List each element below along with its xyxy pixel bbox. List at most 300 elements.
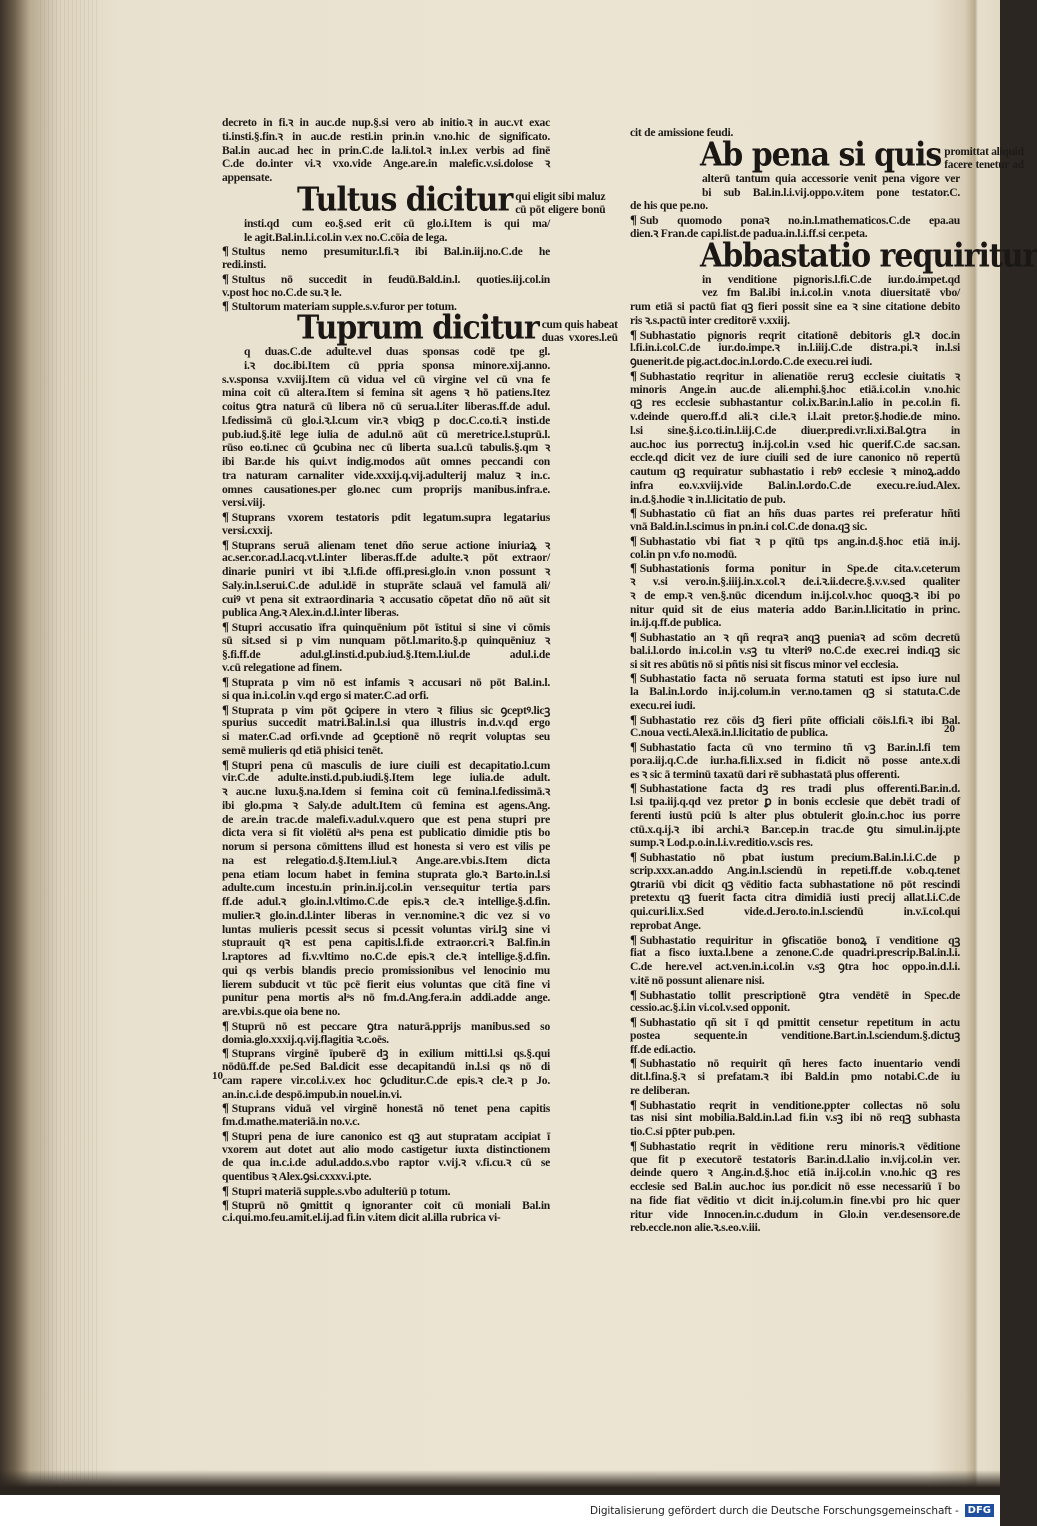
paragraph-mark-icon: ¶ bbox=[222, 619, 229, 634]
line-text: dit.l.fina.§.ꝛ si prefatam.ꝛ ibi Bald.in pmo notabi.C.de iu bbox=[630, 1070, 960, 1083]
text-line bbox=[222, 258, 550, 272]
text-line bbox=[630, 1180, 960, 1194]
line-text: Stuprata p vim pōt ꝯcipere in vtero ꝛ filius sic ꝯceptꝰ.licꝫ bbox=[231, 703, 550, 717]
text-line bbox=[630, 644, 960, 658]
paragraph-mark-icon: ¶ bbox=[630, 1096, 637, 1112]
line-text: ꝛ auc.ne luxu.§.na.Idem si femina coit cū femina.l.fedissimā.ꝛ bbox=[222, 785, 550, 798]
entry-title: Tultus dicitur bbox=[297, 180, 513, 219]
line-text: minoris Ange.in auc.de ali.emphi.§.hoc etiā.i.col.in v.no.hic bbox=[630, 382, 960, 396]
paragraph-mark-icon: ¶ bbox=[222, 756, 229, 772]
line-text: Subhastatio tollit prescriptionē ꝯtra vendētē in Spec.de bbox=[639, 988, 960, 1002]
text-line bbox=[222, 730, 550, 744]
text-line bbox=[630, 1029, 960, 1043]
text-line bbox=[630, 809, 960, 823]
paragraph bbox=[222, 244, 550, 272]
paragraph-mark-icon: ¶ bbox=[630, 326, 637, 342]
text-line bbox=[222, 551, 550, 565]
paragraph bbox=[630, 328, 960, 369]
line-text: decreto in fi.ꝛ in auc.de nup.§.si vero ab initio.ꝛ in auc.vt exac bbox=[222, 116, 550, 129]
line-text: eccle.qd dicit vez de iure ciuili sed de iure canonico nō repertū bbox=[630, 451, 960, 465]
line-text: vnā Bald.in.l.scimus in pn.in.i col.C.de dona.qꝫ sic. bbox=[630, 520, 868, 533]
text-line bbox=[630, 1015, 960, 1029]
text-line bbox=[222, 244, 550, 258]
text-line bbox=[222, 1156, 550, 1170]
paragraph bbox=[222, 1184, 550, 1198]
text-line bbox=[222, 1170, 550, 1184]
text-line bbox=[630, 1056, 960, 1070]
text-line bbox=[630, 781, 960, 795]
paragraph-mark-icon: ¶ bbox=[222, 270, 229, 286]
entry-heading-block bbox=[630, 236, 1037, 328]
line-text: spurius succedit matri.Bal.in.l.si qua illustris in.d.v.qd ergo bbox=[222, 716, 550, 730]
line-text: ff.de adul.ꝛ glo.in.l.vltimo.C.de epis.ꝛ cle.ꝛ intellige.§.d.fin. bbox=[222, 895, 550, 908]
entry-heading-block bbox=[630, 135, 1024, 213]
line-text: sump.ꝛ Lod.p.o.in.l.i.v.reditio.v.scis res. bbox=[630, 836, 813, 850]
text-line bbox=[630, 1043, 960, 1057]
line-text: Subhastatio reqrit in vēditione reru minoris.ꝛ vēditione bbox=[639, 1139, 960, 1153]
text-line bbox=[630, 1111, 960, 1125]
line-text: Sub quomodo ponaꝛ no.in.l.mathematicos.C.de epa.au bbox=[639, 214, 960, 227]
line-text: norum si persona cōmittens illud est honesta si vero est vilis pe bbox=[222, 840, 550, 853]
line-text: domia.glo.xxxij.q.vij.flagitia ꝛ.c.oēs. bbox=[222, 1032, 389, 1046]
entry-heading-block bbox=[222, 180, 606, 245]
text-line bbox=[222, 689, 550, 703]
line-text: reb.eccle.non alie.ꝛ.s.eo.v.iii. bbox=[630, 1221, 761, 1235]
line-text: adulte.cum incestu.in prin.in.ij.col.in ver.sequitur tertia pars bbox=[222, 881, 550, 895]
text-line bbox=[222, 1115, 550, 1129]
paragraph-mark-icon: ¶ bbox=[222, 509, 229, 524]
side-line: promittat aliquid bbox=[944, 145, 1024, 158]
line-text: vxorem aut dotet aut alio modo castigetur iuxta distinctionem bbox=[222, 1142, 550, 1156]
line-text: cuiꝰ vt pena sit extraordinaria ꝛ accusatio cōpetat dño nō aūt sit bbox=[222, 592, 550, 606]
heading-side-text bbox=[515, 191, 605, 217]
text-line bbox=[222, 813, 550, 827]
line-text: Subhastationis forma ponitur in Spe.de cita.v.ceterum bbox=[639, 562, 960, 576]
paragraph bbox=[222, 620, 550, 675]
heading-row bbox=[630, 135, 1024, 174]
line-text: bal.i.l.ordo in.i.col.in v.sꝫ tu vlteriꝰ no.C.de exec.rei indi.qꝫ sic bbox=[630, 643, 960, 657]
text-line bbox=[630, 685, 960, 699]
text-line bbox=[222, 1019, 550, 1033]
line-text: Subhastatio qñ sit ī qd pmittit censetur repetitum in actu bbox=[639, 1016, 960, 1029]
line-text: deinde quero ꝛ Ang.in.d.§.hoc etiā in.ij.col.in v.no.hic qꝫ res bbox=[630, 1166, 960, 1180]
text-line bbox=[222, 286, 550, 300]
line-text: Subhastatio vbi fiat ꝛ p qītū tps ang.in.d.§.hoc etiā in.ij. bbox=[639, 534, 960, 548]
text-line bbox=[222, 826, 550, 840]
side-line: cū pōt eligere bonū bbox=[515, 203, 606, 216]
right-text-column bbox=[630, 126, 1037, 1235]
text-line bbox=[222, 950, 550, 964]
text-line: vez fm Bal.ibi in.i.col.in v.nota diuersitatē vbo/ bbox=[702, 286, 960, 300]
line-text: versi.cxxij. bbox=[222, 523, 273, 537]
paragraph bbox=[630, 988, 960, 1016]
text-line bbox=[630, 1084, 960, 1098]
text-line bbox=[222, 895, 550, 909]
text-line bbox=[222, 1143, 550, 1157]
text-line bbox=[222, 116, 550, 130]
text-line bbox=[630, 713, 960, 727]
line-text: C.de here.vel act.ven.in.i.col.in v.sꝫ ꝯtra hoc oppo.in.d.l.i. bbox=[630, 960, 960, 973]
line-text: ritur vide Innocen.in.c.dudum in Glo.in ver.desensore.de bbox=[630, 1207, 960, 1221]
text-line bbox=[222, 799, 550, 813]
text-line bbox=[222, 1088, 550, 1102]
line-text: ecclesie sed Bal.in auc.hoc ius por.dicit nō esse necessariū ī bo bbox=[630, 1180, 960, 1193]
text-line bbox=[222, 593, 550, 607]
line-text: an.in.c.i.de despō.impub.in nouel.in.vi. bbox=[222, 1087, 402, 1101]
entry-title: Ab pena si quis bbox=[700, 135, 942, 174]
text-line bbox=[630, 424, 960, 438]
text-line bbox=[630, 383, 960, 397]
line-text: fm.d.mathe.materiā.in no.v.c. bbox=[222, 1115, 360, 1128]
paragraph bbox=[222, 758, 550, 1019]
paragraph bbox=[630, 740, 960, 781]
line-text: ꝛ v.si vero.in.§.iiij.in.x.col.ꝛ de.i.ꝛ.ii.decre.§.v.v.sed qualiter bbox=[630, 575, 960, 588]
line-text: publica Ang.ꝛ Alex.in.d.l.inter liberas. bbox=[222, 606, 399, 620]
text-line: i.ꝛ doc.ibi.Item cū ppria sponsa minore.xij.anno. bbox=[244, 358, 550, 372]
text-line bbox=[222, 606, 550, 620]
line-text: ꝯuenerit.de pig.act.doc.in.l.ordo.C.de execu.rei iudi. bbox=[630, 355, 873, 368]
heading-side-text bbox=[542, 319, 618, 345]
text-line bbox=[222, 1005, 550, 1019]
line-text: Stupri materiā supple.s.vbo adulteriū p totum. bbox=[231, 1184, 451, 1198]
line-text: appensate. bbox=[222, 171, 273, 184]
side-line: cum quis habeat bbox=[541, 319, 618, 331]
line-text: Stultorum materiam supple.s.v.furor per totum. bbox=[231, 300, 457, 314]
line-text: Subhastatione facta dꝫ res tradi plus offerenti.Bar.in.d. bbox=[639, 782, 960, 796]
line-text: que fit p executorē testatoris Bar.in.d.l.alio in.vij.col.in ver. bbox=[630, 1152, 960, 1166]
line-text: scrip.xxx.an.addo Ang.in.l.sciendū in repeti.ff.de v.ob.q.tenet bbox=[630, 863, 960, 877]
text-line bbox=[630, 451, 960, 465]
line-text: qꝫ res ecclesie subhastantur col.ix.Bar.in.l.alio in pe.col.in fi. bbox=[630, 396, 960, 410]
text-line bbox=[222, 703, 550, 717]
text-line: rum etiā si pactū fiat qꝫ fieri possit sine ea ꝛ sine citatione debito bbox=[630, 300, 960, 313]
text-line bbox=[630, 396, 960, 410]
paragraph bbox=[630, 561, 960, 630]
paragraph bbox=[222, 1129, 550, 1184]
line-text: Stupri pena cū masculis de iure ciuili est decapitatio.l.cum bbox=[231, 758, 550, 772]
paragraph bbox=[630, 506, 960, 534]
line-text: ꝛ de emp.ꝛ ven.§.nūc dicendum in.ij.col.v.hoc quoqꝫ.ꝛ ibi po bbox=[630, 588, 960, 602]
text-line bbox=[222, 620, 550, 634]
entry-heading-block bbox=[222, 308, 618, 510]
paragraph-mark-icon: ¶ bbox=[222, 701, 229, 717]
text-line bbox=[630, 864, 960, 878]
text-line: rūso eo.ti.nec cū ꝯcubina nec cū liberta sua.l.cū tabulis.§.qm ꝛ bbox=[222, 441, 550, 455]
paragraph bbox=[630, 1056, 960, 1097]
text-line bbox=[630, 1139, 960, 1153]
text-line bbox=[630, 213, 960, 227]
footer-bar bbox=[0, 1495, 1000, 1526]
text-line bbox=[630, 603, 960, 617]
line-text: tas nisi sint mobilia.Bald.in.l.ad fi.in v.sꝫ ibi nō reqꝫ subhasta bbox=[630, 1111, 960, 1125]
text-line: pub.iud.§.itē lege iulia de adul.nō aūt cū meretrice.l.stuprū.l. bbox=[222, 427, 550, 441]
line-text: ff.de edi.actio. bbox=[630, 1042, 696, 1056]
line-text: qui.curi.li.x.Sed vide.d.Jero.to.in.l.sciendū in.v.ī.col.qui bbox=[630, 905, 960, 918]
text-line bbox=[222, 157, 550, 171]
line-text: v.itē nō possunt alienare nisi. bbox=[630, 973, 765, 987]
text-line bbox=[222, 964, 550, 978]
text-line bbox=[630, 1098, 960, 1112]
heading-row bbox=[222, 180, 606, 219]
line-text: luntas mulieris pcessit secus si pcessit voluntas viri.lꝫ sine vi bbox=[222, 922, 550, 936]
line-text: qui qs verbis blandis precio promissionibus vel lenocinio mu bbox=[222, 963, 550, 977]
paragraph-mark-icon: ¶ bbox=[222, 1127, 229, 1143]
text-line bbox=[222, 923, 550, 937]
text-line bbox=[630, 988, 960, 1002]
paragraph-mark-icon: ¶ bbox=[222, 536, 229, 552]
paragraph-mark-icon: ¶ bbox=[630, 739, 637, 754]
text-line bbox=[222, 524, 550, 538]
text-line bbox=[222, 785, 550, 799]
text-line bbox=[630, 575, 960, 589]
line-text: execu.rei iudi. bbox=[630, 698, 696, 712]
margin-number-right: 20 bbox=[944, 723, 955, 735]
text-line bbox=[630, 1166, 960, 1180]
line-text: dicta vera si fit violētū alᵃs pena est publicatio dimidie ptis bo bbox=[222, 826, 550, 840]
text-line: ris ꝛ.s.pactū inter creditorē v.xxiij. bbox=[630, 313, 790, 327]
line-text: Stuprans seruā alienam tenet dño serue actione iniuriaꝝ ꝛ bbox=[231, 538, 550, 552]
paragraph-mark-icon: ¶ bbox=[222, 674, 229, 689]
paragraph bbox=[630, 1139, 960, 1235]
line-text: dien.ꝛ Fran.de capi.list.de padua.in.l.i.ff.si cer.peta. bbox=[630, 226, 868, 240]
text-line bbox=[630, 534, 960, 548]
line-text: Subhastatio pignoris reqrit citationē debitoris gl.ꝛ doc.in bbox=[639, 328, 960, 342]
text-line bbox=[222, 648, 550, 662]
side-line: qui eligit sibi maluz bbox=[515, 190, 606, 203]
text-line bbox=[222, 1198, 550, 1212]
text-line bbox=[630, 905, 960, 919]
text-line bbox=[630, 438, 960, 452]
text-line bbox=[630, 658, 960, 672]
line-text: C.noua vecti.Alexā.in.l.licitatio de publica. bbox=[630, 726, 828, 740]
text-line bbox=[222, 1101, 550, 1115]
line-text: nōdū.ff.de pe.Sed Bal.dicit esse decapitandū in.l.si qs nō di bbox=[222, 1060, 550, 1073]
heading-side-text bbox=[944, 146, 1023, 172]
text-line bbox=[222, 881, 550, 895]
paragraph-mark-icon: ¶ bbox=[630, 1055, 637, 1071]
text-line: l.fedissimā cū glo.i.ꝛ.l.cum vir.ꝛ vbiqꝫ p doc.C.co.ti.ꝛ insti.de bbox=[222, 413, 550, 427]
text-line: de his que pe.no. bbox=[630, 199, 708, 213]
text-line bbox=[222, 716, 550, 730]
text-line bbox=[222, 272, 550, 286]
line-text: l.raptores ad fi.v.vltimo no.C.de epis.ꝛ cle.ꝛ intellige.§.d.fin. bbox=[222, 950, 550, 963]
line-text: stuprauit qꝛ est pena capitis.l.fi.de extraor.cri.ꝛ Bal.fin.in bbox=[222, 936, 550, 950]
paragraph bbox=[222, 703, 550, 758]
line-text: are.vbi.s.que oia bene no. bbox=[222, 1005, 340, 1018]
text-line bbox=[222, 634, 550, 648]
line-text: ibi glo.pma ꝛ Saly.de adult.Item cū femina est agens.Ang. bbox=[222, 798, 550, 812]
text-line bbox=[630, 850, 960, 864]
text-line: bi sub Bal.in.l.i.vij.oppo.v.item pone testator.C. bbox=[702, 185, 960, 199]
text-line bbox=[222, 579, 550, 593]
paragraph bbox=[222, 116, 550, 185]
line-text: redi.insti. bbox=[222, 258, 267, 271]
line-text: Subhastatio requiritur in ꝯfiscatiōe bonoꝝ ī venditione qꝫ bbox=[639, 933, 960, 947]
line-text: cessio.ac.§.i.in vi.col.v.sed opponit. bbox=[630, 1001, 790, 1015]
text-line bbox=[630, 1001, 960, 1015]
text-line bbox=[630, 726, 960, 740]
text-line bbox=[222, 538, 550, 552]
line-text: ctū.x.q.ij.ꝛ ibi archi.ꝛ Bar.cep.in trac.de ꝯtu simul.in.ij.pte bbox=[630, 822, 960, 836]
side-line: facere tenetur ad bbox=[944, 158, 1024, 171]
line-text: Stuprū nō ꝯmittit q ignoranter coit cū moniali Bal.in bbox=[231, 1198, 550, 1212]
text-line bbox=[630, 740, 960, 754]
paragraph-mark-icon: ¶ bbox=[630, 212, 637, 227]
paragraph-mark-icon: ¶ bbox=[222, 1196, 229, 1212]
text-line bbox=[630, 946, 960, 960]
text-line bbox=[630, 1125, 960, 1139]
line-text: dinarie puniri vt ibi ꝛ.l.fi.de offi.presi.glo.in v.non possunt ꝛ bbox=[222, 565, 550, 578]
line-text: cam rapere vir.col.i.v.ex hoc ꝯcluditur.C.de epis.ꝛ cle.ꝛ p Jo. bbox=[222, 1073, 550, 1087]
paragraph bbox=[630, 534, 960, 562]
margin-number-left: 10 bbox=[212, 1070, 223, 1082]
line-text: la Bal.in.l.ordo in.ij.colum.in ver.no.tamen qꝫ si statuta.C.de bbox=[630, 685, 960, 698]
line-text: Stuprū nō est peccare ꝯtra naturā.pprijs manibus.sed so bbox=[231, 1019, 550, 1033]
paragraph bbox=[222, 675, 550, 703]
line-text: Subhastatio rez cōis dꝫ fieri pñte officiali cōis.l.fi.ꝛ ibi Bal. bbox=[639, 713, 960, 727]
paragraph bbox=[222, 1101, 550, 1129]
paragraph-mark-icon: ¶ bbox=[630, 532, 637, 548]
text-line: mina coit cū altera.Item si femina sit agens ꝛ hō patiens.Itez bbox=[222, 386, 550, 400]
text-line: ibi Bar.de his qui.vt indig.modos aūt omnes peccandi con bbox=[222, 455, 550, 468]
text-line bbox=[630, 506, 960, 520]
paragraph bbox=[630, 630, 960, 671]
text-line bbox=[222, 854, 550, 868]
text-line bbox=[630, 919, 960, 933]
line-text: ferenti iustū pciū ls alter plus obtulerit glo.in.c.hoc ius porre bbox=[630, 808, 960, 822]
line-text: C.de do.inter vi.ꝛ vxo.vide Ange.are.in malefic.v.si.dolose ꝛ bbox=[222, 157, 550, 171]
line-text: nitur quid sit de eius materia addo Bar.in.l.licitatio in princ. bbox=[630, 602, 960, 616]
text-line bbox=[630, 561, 960, 575]
paragraph-mark-icon: ¶ bbox=[630, 560, 637, 576]
line-text: si sit res abūtis nō si pñtis nisi sit fiscus minor vel ecclesia. bbox=[630, 657, 899, 671]
line-text: ac.ser.cor.ad.l.acq.vt.l.inter liberas.ff.de adulte.ꝛ pōt extraor/ bbox=[222, 551, 550, 565]
paragraph-mark-icon: ¶ bbox=[630, 849, 637, 864]
line-text: col.in pn v.fo no.modū. bbox=[630, 547, 737, 561]
line-text: Subhastatio reqritur in alienatiōe reruꝫ ecclesie ciuitatis ꝛ bbox=[639, 369, 960, 383]
text-line bbox=[630, 493, 960, 507]
line-text: quentibus ꝛ Alex.ꝯsi.cxxxv.i.pte. bbox=[222, 1170, 372, 1183]
text-line: insti.qd cum eo.§.sed erit cū glo.i.Item is qui ma/ bbox=[244, 216, 550, 230]
line-text: Subhastatio facta nō seruata forma statuti est ipso iure nul bbox=[639, 672, 960, 686]
line-text: pora.iij.q.C.de iur.ha.fi.li.x.sed in fi.dicit nō posse ante.x.di bbox=[630, 753, 960, 767]
line-text: §.fi.ff.de adul.gl.insti.d.pub.iud.§.Item.l.iul.de adul.i.de bbox=[222, 647, 550, 661]
line-text: Stuprans virginē īpuberē dꝫ in exilium mitti.l.si qs.§.qui bbox=[231, 1047, 550, 1061]
line-text: postea sequente.in venditione.Bart.in.l.sciendum.§.dictuꝫ bbox=[630, 1028, 960, 1042]
paragraph-mark-icon: ¶ bbox=[222, 1017, 229, 1033]
text-line bbox=[222, 510, 550, 524]
text-line bbox=[222, 1060, 550, 1074]
text-line bbox=[222, 144, 550, 158]
text-line bbox=[222, 130, 550, 144]
text-line bbox=[222, 1184, 550, 1198]
paragraph bbox=[630, 369, 960, 507]
text-line bbox=[630, 328, 960, 342]
heading-row bbox=[630, 236, 1037, 275]
text-line bbox=[222, 991, 550, 1005]
paragraph bbox=[630, 850, 960, 933]
text-line bbox=[630, 1208, 960, 1222]
dfg-logo: DFG bbox=[965, 1504, 994, 1517]
text-line: omnes causationes.per glo.nec cum proprijs manibus.infra.e. bbox=[222, 482, 550, 496]
text-line bbox=[630, 369, 960, 383]
text-line: alterū tantum quia accessorie venit pena vigore ver bbox=[702, 171, 960, 185]
line-text: si qua in.i.col.in v.qd ergo si mater.C.ad orfi. bbox=[222, 688, 429, 702]
paragraph bbox=[630, 1098, 960, 1139]
text-line bbox=[630, 960, 960, 974]
paragraph-mark-icon: ¶ bbox=[630, 1014, 637, 1029]
line-text: infra eo.v.xviij.vide Bal.in.l.ordo.C.de execu.re.iud.Alex. bbox=[630, 478, 960, 492]
paragraph bbox=[630, 671, 960, 712]
text-line bbox=[630, 671, 960, 685]
page-edges bbox=[40, 0, 100, 1480]
text-line: tra naturam carnaliter vide.xxxij.q.vij.adulterij maluz ꝛ in.c. bbox=[222, 468, 550, 482]
line-text: es ꝛ sic ā terminū taxatū dari rē subhastatā plus offerenti. bbox=[630, 767, 900, 781]
text-line bbox=[630, 410, 960, 424]
text-line bbox=[222, 661, 550, 675]
line-text: ti.insti.§.fin.ꝛ in auc.de resti.in prin.in v.no.hic de significato. bbox=[222, 129, 550, 143]
paragraph bbox=[222, 1046, 550, 1101]
text-line: versi.viij. bbox=[222, 496, 265, 510]
text-line bbox=[630, 548, 960, 562]
line-text: c.i.qui.mo.feu.amit.el.ij.ad fi.in v.item dicit al.illa rubrica vi- bbox=[222, 1211, 501, 1225]
text-line bbox=[630, 974, 960, 988]
line-text: vir.C.de adulte.insti.d.pub.iudi.§.Item lege iulia.de adult. bbox=[222, 771, 550, 785]
text-line bbox=[630, 520, 960, 534]
text-line bbox=[222, 1033, 550, 1047]
text-line bbox=[222, 1129, 550, 1143]
line-text: na fide fiat vēditio vt dicit in.ij.colum.in fine.vbi pro hic quer bbox=[630, 1193, 960, 1207]
paragraph bbox=[630, 1015, 960, 1056]
text-line bbox=[630, 1070, 960, 1084]
text-line bbox=[630, 891, 960, 905]
line-text: ꝯtrariū vbi dicit qꝫ vēditio facta subhastatione nō pōt rescindi bbox=[630, 877, 960, 891]
text-line bbox=[222, 771, 550, 785]
line-text: Subhastatio reqrit in venditione.ppter collectas nō solu bbox=[639, 1098, 960, 1112]
paragraph-mark-icon: ¶ bbox=[222, 1045, 229, 1061]
text-line bbox=[222, 936, 550, 950]
text-line: le agit.Bal.in.l.i.col.in v.ex no.C.cōia de lega. bbox=[244, 230, 448, 244]
line-text: pena etiam locum habet in femina stuprata glo.ꝛ Barto.in.l.si bbox=[222, 867, 550, 881]
paragraph bbox=[630, 781, 960, 850]
line-text: in.d.§.hodie ꝛ in.l.licitatio de pub. bbox=[630, 492, 786, 506]
text-line bbox=[630, 823, 960, 837]
paragraph bbox=[222, 272, 550, 300]
paragraph-mark-icon: ¶ bbox=[630, 1137, 637, 1153]
paragraph bbox=[630, 933, 960, 988]
text-line bbox=[222, 909, 550, 923]
paragraph-mark-icon: ¶ bbox=[222, 1100, 229, 1116]
text-line bbox=[222, 1074, 550, 1088]
line-text: punitur pena mortis alᵃs nō fm.d.Ang.fera.in addi.adde ange. bbox=[222, 991, 550, 1005]
line-text: Subhastatio an ꝛ qñ reqraꝛ anqꝫ pueniaꝛ ad scōm decretū bbox=[639, 631, 960, 644]
line-text: v.cū relegatione ad finem. bbox=[222, 661, 342, 675]
text-line bbox=[630, 768, 960, 782]
paragraph bbox=[630, 713, 960, 741]
line-text: Stuprans vxorem testatoris pdit legatum.supra legatarius bbox=[231, 511, 550, 524]
text-line bbox=[222, 758, 550, 772]
line-text: re deliberan. bbox=[630, 1083, 690, 1097]
paragraph bbox=[222, 538, 550, 621]
text-line: in venditione pignoris.l.fi.C.de iur.do.impet.qd bbox=[702, 272, 960, 286]
text-line bbox=[630, 933, 960, 947]
text-line bbox=[630, 836, 960, 850]
left-text-column bbox=[222, 116, 618, 1225]
side-line: duas vxores.l.eū bbox=[541, 332, 618, 344]
text-line bbox=[630, 355, 960, 369]
text-line bbox=[222, 840, 550, 854]
line-text: na est relegatio.d.§.Item.l.iul.ꝛ Ange.are.vbi.s.Item dicta bbox=[222, 853, 550, 867]
